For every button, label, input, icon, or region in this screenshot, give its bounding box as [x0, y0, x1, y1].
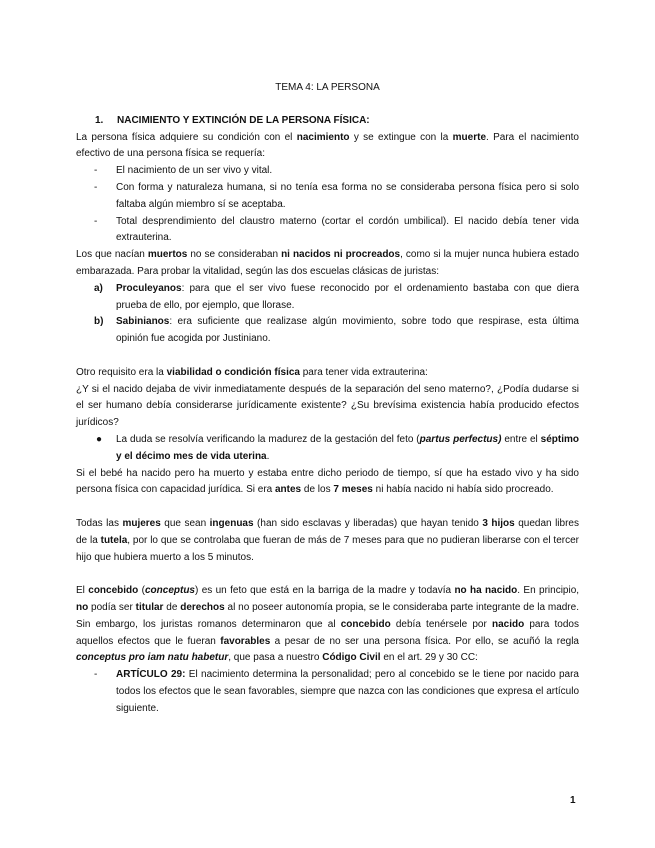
- bold-text: no ha nacido: [454, 585, 518, 597]
- dash-marker: -: [94, 181, 98, 193]
- spacer: [76, 499, 579, 516]
- italic-text: conceptus pro iam natu habetur: [76, 652, 229, 664]
- paragraph-baby: [76, 466, 579, 500]
- bold-text: ingenuas: [209, 517, 254, 529]
- text: para todos aquellos efectos que le fueran: [76, 618, 579, 647]
- bullet-icon: ●: [96, 433, 103, 445]
- bold-text: Sabinianos: [116, 316, 170, 328]
- text: y se extingue con la: [349, 131, 453, 143]
- text: debía tenérsele por: [390, 618, 492, 630]
- paragraph-conceived: [76, 583, 579, 667]
- text: que sean: [160, 517, 210, 529]
- article-list: [76, 667, 579, 717]
- text: Los que nacían: [76, 249, 148, 261]
- bold-text: Proculeyanos: [116, 282, 182, 294]
- list-item-text: El nacimiento de un ser vivo y vital.: [116, 165, 273, 177]
- list-item: [76, 214, 579, 248]
- bold-text: 3 hijos: [482, 517, 515, 529]
- list-item-text: Total desprendimiento del claustro materno (cortar el cordón umbilical). El nacido debía tener vida extrauterina.: [116, 215, 579, 244]
- page-number: 1: [570, 795, 576, 806]
- alpha-marker: a): [94, 282, 103, 294]
- text: a pesar de no ser una persona física. Por ello, se acuñó la regla: [270, 635, 579, 647]
- bold-text: derechos: [180, 601, 225, 613]
- bold-text: antes: [275, 484, 302, 496]
- text: . Para el nacimiento efectivo de una persona física se requería:: [76, 131, 579, 160]
- text: La persona física adquiere su condición con el: [76, 131, 297, 143]
- list-item: [76, 432, 579, 466]
- text: en el art. 29 y 30 CC:: [380, 652, 478, 664]
- dash-marker: -: [94, 215, 98, 227]
- dash-marker: -: [94, 165, 98, 177]
- text: entre el: [501, 433, 541, 445]
- bold-text: tutela: [100, 534, 128, 546]
- bold-text: mujeres: [122, 517, 161, 529]
- italic-text: partus perfectus): [419, 433, 502, 445]
- text: de los: [301, 484, 334, 496]
- text: al no poseer autonomía propia, se le consideraba parte integrante de la madre. Sin embargo, los juristas romanos determinaron que al: [76, 601, 579, 630]
- bold-text: nacido: [491, 618, 525, 630]
- spacer: [76, 348, 579, 365]
- text: de: [163, 601, 181, 613]
- bold-text: muerte: [452, 131, 487, 143]
- bold-text: Código Civil: [322, 652, 381, 664]
- list-item: [76, 314, 579, 348]
- italic-text: conceptus: [144, 585, 195, 597]
- bold-text: nacimiento: [296, 131, 350, 143]
- bold-text: 7 meses: [333, 484, 373, 496]
- bold-text: viabilidad o condición física: [166, 366, 300, 378]
- text: podía ser: [88, 601, 136, 613]
- text: : para que el ser vivo fuese reconocido por el ordenamiento bastaba con que diera prueba de ello, por ejemplo, que llorase.: [116, 282, 579, 311]
- text: . En principio,: [517, 585, 580, 597]
- text: (: [138, 585, 145, 597]
- section-number: 1.: [95, 114, 104, 126]
- list-item-text: Con forma y naturaleza humana, si no tenía esa forma no se consideraba persona física pero si solo faltaba algún miembro sí se aceptaba.: [116, 181, 579, 210]
- list-item: [76, 667, 579, 717]
- paragraph-intro: [76, 130, 579, 164]
- alpha-marker: b): [94, 316, 104, 328]
- bold-text: titular: [135, 601, 164, 613]
- text: ) es un feto que está en la barriga de la madre y todavía: [195, 585, 455, 597]
- text: El nacimiento determina la personalidad; pero al concebido se le tiene por nacido para todos los efectos que le sean favorables, siempre que nazca con las condiciones que expresa el artículo siguiente.: [116, 669, 579, 714]
- text: La duda se resolvía verificando la madurez de la gestación del feto (: [116, 433, 420, 445]
- text: , que pasa a nuestro: [228, 652, 323, 664]
- paragraph-women: [76, 516, 579, 566]
- list-item: [76, 281, 579, 315]
- list-item-text: [116, 432, 579, 466]
- paragraph-questions: ¿Y si el nacido dejaba de vivir inmediatamente después de la separación del seno materno?, ¿Podía dudarse si el ser humano debía considerarse jurídicamente existente? ¿Su brevísima existencia había producido efectos jurídicos?: [76, 383, 579, 429]
- text: para tener vida extrauterina:: [299, 366, 428, 378]
- text: ni había nacido ni había sido procreado.: [372, 484, 554, 496]
- text: no se consideraban: [187, 249, 282, 261]
- list-item: [76, 163, 579, 180]
- list-item-text: [116, 314, 579, 348]
- list-item-text: [116, 667, 579, 717]
- text: .: [266, 450, 270, 462]
- spacer: [76, 566, 579, 583]
- dash-marker: -: [94, 669, 98, 681]
- text: , como si la mujer nunca hubiera estado embarazada. Para probar la vitalidad, según las dos escuelas clásicas de juristas:: [76, 249, 580, 277]
- list-item: [76, 180, 579, 214]
- text: : era suficiente que realizase algún movimiento, sobre todo que respirase, esta última opinión fue acogida por Justiniano.: [116, 316, 579, 345]
- bold-text: concebido: [88, 585, 139, 597]
- gestation-list: [76, 432, 579, 466]
- text: Si el bebé ha nacido pero ha muerto y estaba entre dicho periodo de tiempo, sí que ha estado vivo y ha sido persona física con capacidad jurídica. Si era: [76, 467, 579, 496]
- bold-text: concebido: [340, 618, 391, 630]
- text: Todas las: [76, 517, 123, 529]
- requirements-list: [76, 163, 579, 247]
- paragraph-stillborn: [76, 247, 579, 281]
- page-content: [76, 80, 579, 717]
- section-heading: [76, 113, 579, 130]
- page-title: TEMA 4: LA PERSONA: [275, 82, 380, 93]
- schools-list: [76, 281, 579, 348]
- text: (han sido esclavas y liberadas) que hayan tenido: [253, 517, 483, 529]
- bold-text: favorables: [220, 635, 271, 647]
- bold-text: muertos: [147, 249, 188, 261]
- list-item-text: [116, 281, 579, 315]
- section-title: NACIMIENTO Y EXTINCIÓN DE LA PERSONA FÍSICA:: [117, 114, 370, 126]
- text: , por lo que se controlaba que fueran de más de 7 meses para que no pudieran liberarse con el tercer hijo que hubiera muerto a los 5 minutos.: [76, 534, 579, 563]
- bold-text: ni nacidos ni procreados: [281, 249, 401, 261]
- bold-text: ARTÍCULO 29:: [116, 669, 186, 681]
- text: quedan libres de la: [76, 517, 579, 546]
- paragraph-viability: [76, 365, 579, 382]
- text: El: [76, 585, 89, 597]
- text: Otro requisito era la: [76, 366, 167, 378]
- bold-text: séptimo y el décimo mes de vida uterina: [116, 433, 579, 462]
- bold-text: no: [76, 601, 89, 613]
